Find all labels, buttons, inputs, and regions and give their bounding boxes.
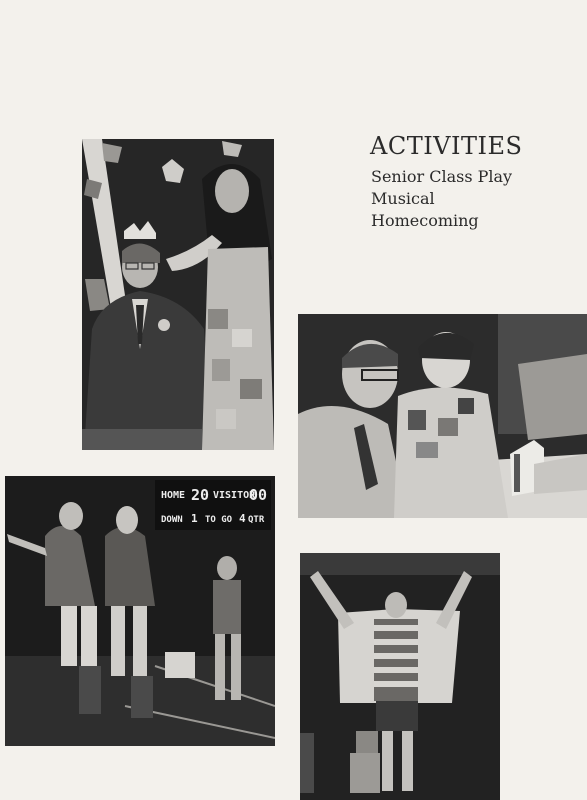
- photo-table-model: [298, 314, 587, 518]
- scoreboard-home-score: 20: [191, 486, 210, 504]
- scoreboard-visitor-label: VISITOR: [213, 490, 256, 501]
- photo-crowning: [82, 139, 274, 450]
- photo-stage-performer: [300, 553, 500, 800]
- scoreboard-qtr-label: QTR: [248, 515, 265, 525]
- activity-item-musical: Musical: [371, 189, 435, 208]
- scoreboard-home-label: HOME: [161, 490, 186, 501]
- activity-item-senior-class-play: Senior Class Play: [371, 167, 513, 186]
- scoreboard-togo-value: 4: [239, 512, 246, 525]
- scoreboard-togo-label: TO GO: [205, 515, 233, 525]
- scoreboard: [155, 480, 271, 530]
- photo-football-game: [5, 476, 275, 746]
- scoreboard-down-label: DOWN: [161, 515, 183, 525]
- scoreboard-visitor-score: 00: [249, 486, 268, 504]
- activity-item-homecoming: Homecoming: [371, 211, 479, 230]
- scoreboard-down-value: 1: [191, 512, 198, 525]
- page-heading: ACTIVITIES: [370, 132, 523, 160]
